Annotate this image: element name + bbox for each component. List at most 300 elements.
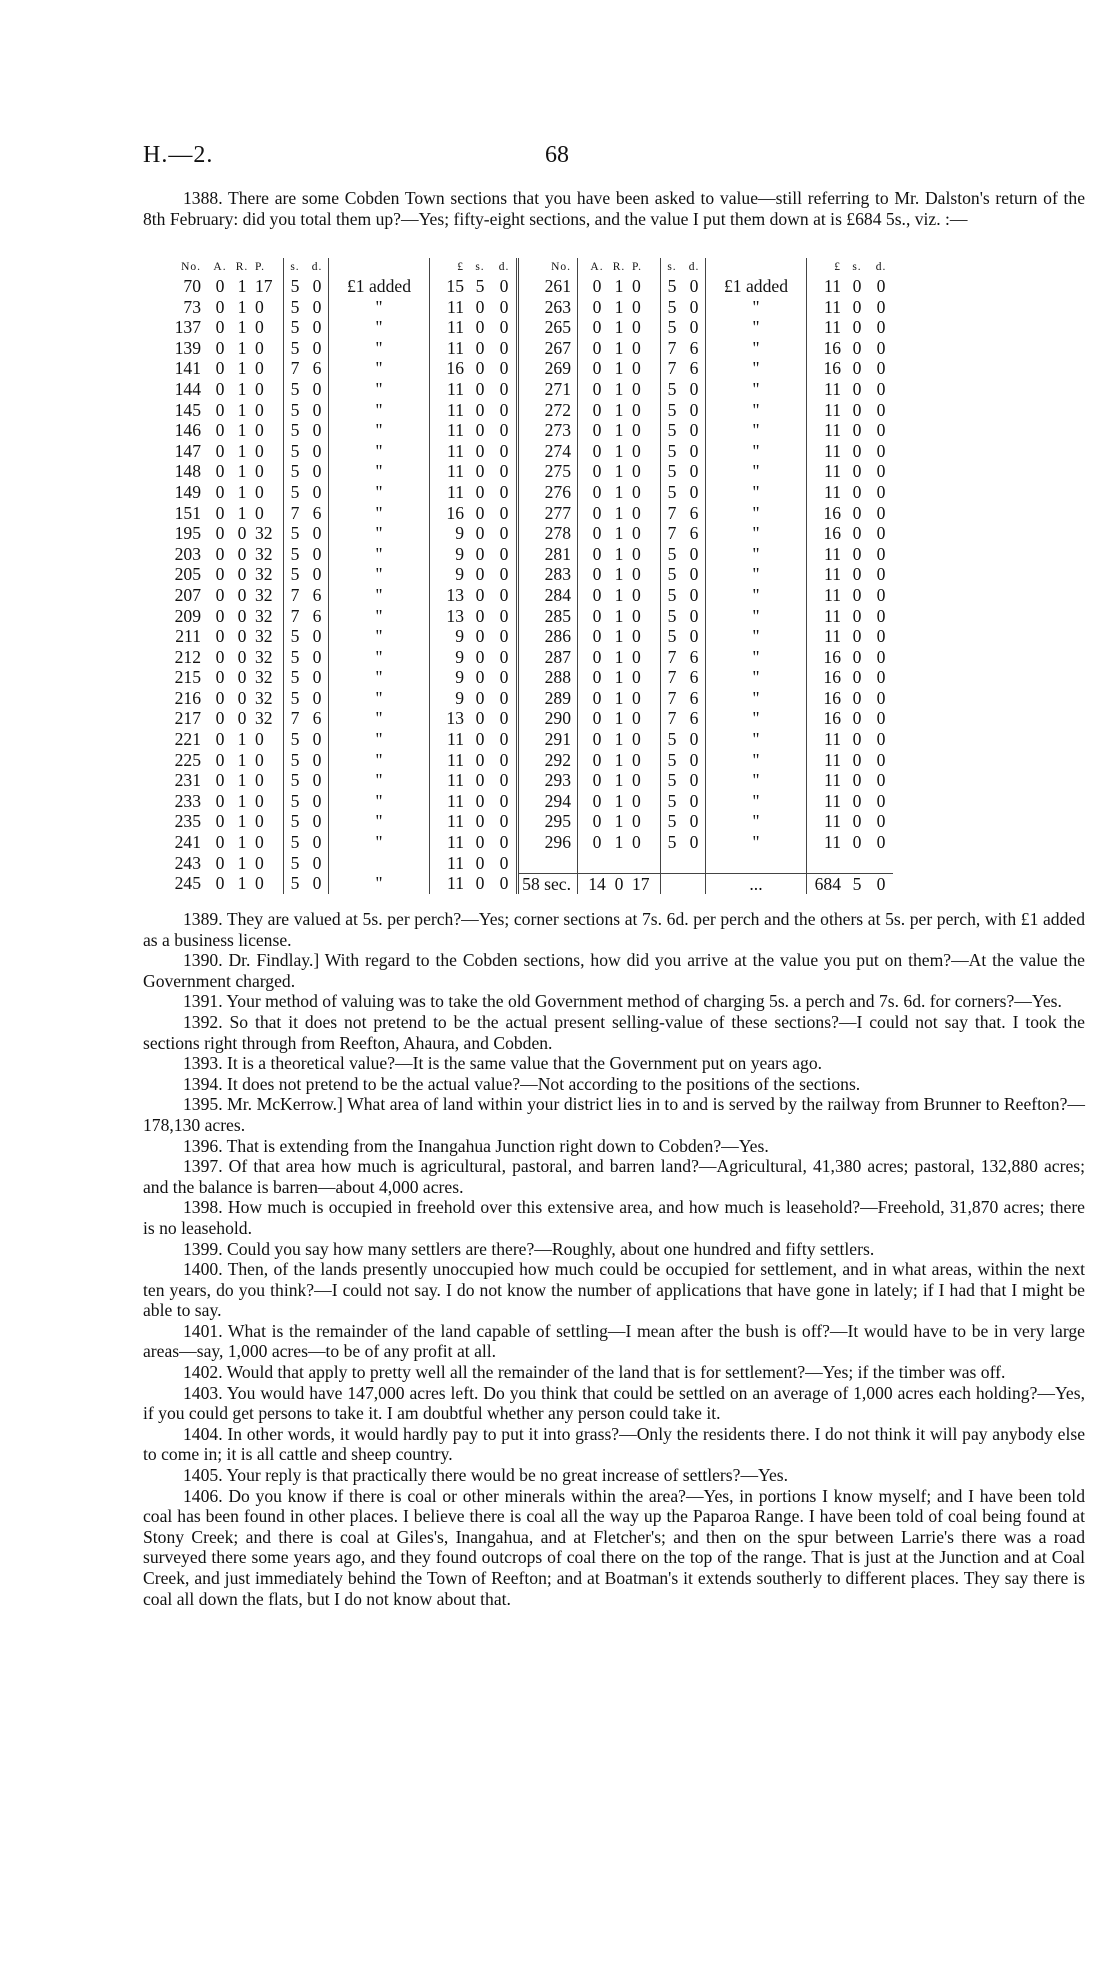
table-cell: 0 (475, 687, 485, 708)
table-cell: 11 (430, 750, 469, 771)
table-cell: " (706, 420, 807, 441)
table-cell: 11 (807, 626, 846, 647)
table-cell: 0 (215, 729, 225, 750)
table-cell: 0 (632, 461, 641, 482)
table-cell: " (706, 297, 807, 318)
table-cell: " (329, 358, 430, 379)
table-cell: 32 (255, 584, 273, 605)
table-cell: 0 (608, 873, 630, 894)
table-cell: " (329, 791, 430, 812)
table-cell: 0 (689, 317, 699, 338)
table-cell: 0 (499, 811, 509, 832)
table-cell: " (706, 503, 807, 524)
table-cell: 16 (807, 667, 846, 688)
table-row (163, 832, 893, 853)
table-cell: 0 (215, 687, 225, 708)
table-cell: 32 (255, 523, 273, 544)
table-cell: " (329, 585, 430, 606)
table-cell: 0 (312, 296, 322, 317)
table-cell: 1 (614, 667, 624, 688)
table-cell: 0 (215, 502, 225, 523)
table-cell: 0 (215, 337, 225, 358)
table-cell: 0 (852, 378, 862, 399)
table-cell: 16 (807, 688, 846, 709)
table-cell: 273 (518, 420, 578, 441)
question-1388: 1388. There are some Cobden Town sections that you have been asked to value—still referring to Mr. Dalston's return of the 8th February: did you total them up?—Yes; fifty-eight sections, and the value I put them down at is £684 5s., viz. :— (143, 188, 1085, 229)
table-row (163, 688, 893, 709)
table-cell: 0 (475, 790, 485, 811)
table-cell: £1 added (329, 276, 430, 297)
column-header: R. (235, 261, 249, 273)
table-cell: 0 (632, 667, 641, 688)
table-cell: 0 (578, 688, 609, 709)
table-cell: " (329, 338, 430, 359)
table-cell: 0 (852, 502, 862, 523)
table-cell: 11 (807, 606, 846, 627)
table-row (163, 297, 893, 318)
table-cell: 11 (430, 729, 469, 750)
table-cell: 294 (518, 791, 578, 812)
table-cell: 11 (430, 461, 469, 482)
column-header: A. (213, 261, 227, 273)
table-cell: 0 (237, 605, 247, 626)
table-cell: 243 (174, 852, 201, 873)
table-cell: 0 (255, 729, 264, 750)
table-cell: 0 (312, 832, 322, 853)
table-cell: 11 (807, 585, 846, 606)
table-cell: 0 (499, 461, 509, 482)
table-cell: 0 (312, 811, 322, 832)
table-cell: 0 (876, 790, 886, 811)
table-row (163, 482, 893, 503)
table-cell: 0 (876, 584, 886, 605)
table-row (163, 770, 893, 791)
table-cell: " (706, 482, 807, 503)
table-cell: 11 (430, 873, 469, 894)
table-cell: 0 (578, 482, 609, 503)
document-reference: H.—2. (143, 142, 214, 168)
table-cell: 0 (215, 852, 225, 873)
table-cell: 1 (237, 770, 247, 791)
table-cell: 0 (255, 296, 264, 317)
table-cell: 0 (632, 687, 641, 708)
table-cell: 0 (689, 584, 699, 605)
table-cell: 6 (312, 584, 322, 605)
table-cell: 289 (518, 688, 578, 709)
table-cell: " (329, 667, 430, 688)
evidence-paragraph: 1395. Mr. McKerrow.] What area of land within your district lies in to and is served by the railway from Brunner to Reefton?—178,130 acres. (143, 1094, 1085, 1135)
table-cell: 0 (499, 626, 509, 647)
table-cell: 0 (215, 378, 225, 399)
table-cell: 11 (807, 379, 846, 400)
table-cell (329, 853, 430, 874)
table-cell: 0 (215, 605, 225, 626)
table-cell: 0 (255, 811, 264, 832)
table-cell: 0 (876, 543, 886, 564)
table-cell: 209 (174, 605, 201, 626)
table-cell: 0 (632, 523, 641, 544)
table-cell: 0 (499, 481, 509, 502)
table-cell: 0 (215, 626, 225, 647)
table-cell: 0 (237, 584, 247, 605)
table-cell: 0 (215, 667, 225, 688)
table-cell: 32 (255, 543, 273, 564)
table-cell: 0 (578, 564, 609, 585)
table-cell: 0 (255, 378, 264, 399)
table-cell: 0 (255, 770, 264, 791)
table-cell: 0 (475, 626, 485, 647)
column-header: P. (255, 261, 265, 273)
table-cell: 11 (807, 770, 846, 791)
table-cell: 151 (174, 502, 201, 523)
table-cell: 0 (312, 461, 322, 482)
table-cell: 0 (876, 749, 886, 770)
table-cell: 0 (475, 461, 485, 482)
table-cell: 0 (499, 687, 509, 708)
table-cell: 11 (807, 420, 846, 441)
table-cell: 6 (312, 708, 322, 729)
evidence-paragraph: 1400. Then, of the lands presently unoccupied how much could be occupied for settlement, and in what areas, within the next ten years, do you think?—I could not say. I do not know the number of applications that have gone in lately; if I had that I might be able to say. (143, 1259, 1085, 1321)
table-cell: 9 (430, 667, 469, 688)
table-cell: 269 (518, 358, 578, 379)
table-cell: 16 (807, 358, 846, 379)
table-cell: 0 (852, 605, 862, 626)
table-cell: 0 (852, 461, 862, 482)
table-cell: 0 (578, 461, 609, 482)
table-cell: 0 (237, 708, 247, 729)
table-cell: 1 (614, 708, 624, 729)
table-cell: 0 (255, 317, 264, 338)
evidence-paragraph: 1401. What is the remainder of the land capable of settling—I mean after the bush is off?—It would have to be in very large areas—say, 1,000 acres—to be of any profit at all. (143, 1320, 1085, 1362)
table-cell: 0 (475, 378, 485, 399)
table-cell: 6 (689, 502, 699, 523)
table-cell: 13 (430, 585, 469, 606)
table-cell: 0 (312, 399, 322, 420)
table-cell: 1 (237, 873, 247, 894)
evidence-paragraph: 1396. That is extending from the Inangahua Junction right down to Cobden?—Yes. (183, 1135, 769, 1156)
table-cell: 1 (614, 461, 624, 482)
table-cell: 0 (255, 873, 264, 894)
table-cell: " (706, 317, 807, 338)
table-cell: 7 (284, 606, 307, 627)
table-cell: 0 (499, 605, 509, 626)
table-cell: 5 (661, 606, 684, 627)
table-cell: 0 (632, 790, 641, 811)
table-cell: 0 (475, 564, 485, 585)
table-cell: 0 (255, 502, 264, 523)
table-cell: " (706, 523, 807, 544)
table-cell: 0 (237, 646, 247, 667)
table-cell: " (329, 544, 430, 565)
table-cell: 9 (430, 626, 469, 647)
table-cell: 7 (661, 667, 684, 688)
table-cell: 233 (174, 790, 201, 811)
table-cell: 0 (475, 440, 485, 461)
table-row (163, 317, 893, 338)
table-cell: 1 (614, 296, 624, 317)
table-cell: 1 (614, 358, 624, 379)
table-cell: 0 (475, 646, 485, 667)
table-cell: 11 (430, 420, 469, 441)
table-cell: 195 (174, 523, 201, 544)
column-header: £ (807, 258, 846, 276)
table-cell: 0 (876, 502, 886, 523)
table-cell: 0 (578, 729, 609, 750)
table-cell: 0 (215, 832, 225, 853)
table-cell: 0 (578, 317, 609, 338)
table-cell: " (329, 400, 430, 421)
table-cell: 32 (255, 564, 273, 585)
table-cell: 0 (632, 337, 641, 358)
column-header (329, 258, 430, 276)
table-cell: 0 (475, 708, 485, 729)
table-cell: 0 (312, 564, 322, 585)
table-cell: 684 (807, 873, 846, 894)
table-cell: 0 (215, 276, 225, 296)
table-cell: 0 (876, 811, 886, 832)
table-cell: 58 sec. (518, 873, 578, 894)
column-header (706, 258, 807, 276)
table-cell: 0 (312, 852, 322, 873)
table-cell: 0 (237, 523, 247, 544)
table-cell: 1 (237, 790, 247, 811)
column-header: R. (612, 261, 626, 273)
table-cell: 0 (852, 317, 862, 338)
table-cell: 11 (430, 400, 469, 421)
table-cell: 0 (689, 481, 699, 502)
table-cell: 6 (689, 337, 699, 358)
evidence-paragraph: 1389. They are valued at 5s. per perch?—Yes; corner sections at 7s. 6d. per perch and the others at 5s. per perch, with £1 added as a business license. (143, 909, 1085, 950)
column-header: No. (181, 261, 201, 273)
table-cell: 32 (255, 708, 273, 729)
table-cell: 11 (430, 811, 469, 832)
table-cell: 9 (430, 544, 469, 565)
table-cell: " (329, 317, 430, 338)
table-cell (608, 853, 630, 874)
table-cell: 274 (518, 441, 578, 462)
table-cell: 0 (215, 399, 225, 420)
table-cell: " (706, 626, 807, 647)
table-cell: 0 (312, 667, 322, 688)
table-cell: 0 (215, 708, 225, 729)
table-cell: 0 (312, 646, 322, 667)
table-cell: 5 (284, 338, 307, 359)
table-cell: 0 (475, 770, 485, 791)
table-cell: 0 (876, 770, 886, 791)
table-cell: 1 (237, 749, 247, 770)
table-cell: 5 (284, 317, 307, 338)
table-cell: 5 (284, 853, 307, 874)
table-cell: 0 (852, 399, 862, 420)
table-cell: 215 (174, 667, 201, 688)
table-cell: 145 (174, 399, 201, 420)
table-cell: 11 (430, 770, 469, 791)
table-cell: 0 (632, 420, 641, 441)
table-cell: 285 (518, 606, 578, 627)
table-cell: " (706, 585, 807, 606)
table-cell: 231 (174, 770, 201, 791)
table-cell: 1 (237, 811, 247, 832)
table-cell: 0 (632, 584, 641, 605)
table-cell: 0 (852, 749, 862, 770)
table-cell: 0 (255, 440, 264, 461)
table-cell: " (706, 832, 807, 853)
table-cell: 7 (661, 523, 684, 544)
table-cell: 15 (430, 276, 469, 297)
table-cell: " (329, 750, 430, 771)
table-cell: 5 (661, 564, 684, 585)
table-cell: 0 (499, 729, 509, 750)
table-cell: 5 (284, 420, 307, 441)
table-cell: 0 (578, 750, 609, 771)
table-cell: 0 (215, 873, 225, 894)
table-cell: 0 (689, 770, 699, 791)
table-cell: 1 (614, 790, 624, 811)
table-cell: 0 (689, 729, 699, 750)
table-cell: 5 (284, 297, 307, 318)
table-cell: " (706, 338, 807, 359)
table-cell: 0 (632, 626, 641, 647)
table-cell: 1 (614, 378, 624, 399)
table-cell: 16 (430, 358, 469, 379)
table-cell (807, 853, 846, 874)
table-cell: 5 (284, 750, 307, 771)
table-cell: " (329, 461, 430, 482)
table-cell: 221 (174, 729, 201, 750)
table-cell: 0 (499, 564, 509, 585)
table-cell: 0 (876, 461, 886, 482)
table-cell: " (329, 688, 430, 709)
table-cell: 16 (807, 708, 846, 729)
table-cell: 5 (845, 873, 869, 894)
table-cell: 0 (255, 399, 264, 420)
evidence-paragraph: 1391. Your method of valuing was to take the old Government method of charging 5s. a perch and 7s. 6d. for corners?—Yes. (183, 991, 1062, 1012)
page-number: 68 (545, 142, 569, 168)
table-cell: 6 (689, 646, 699, 667)
evidence-paragraph: 1402. Would that apply to pretty well all the remainder of the land that is for settlement?—Yes; if the timber was off. (183, 1362, 1006, 1383)
table-cell: 5 (284, 811, 307, 832)
table-cell: 1 (614, 646, 624, 667)
table-cell: 0 (689, 605, 699, 626)
table-cell: 296 (518, 832, 578, 853)
table-cell: 5 (284, 379, 307, 400)
table-cell: 149 (174, 481, 201, 502)
table-cell: 11 (807, 564, 846, 585)
table-cell: 0 (475, 832, 485, 853)
table-cell: 5 (661, 420, 684, 441)
table-cell: 0 (578, 503, 609, 524)
table-cell: 0 (475, 873, 485, 894)
table-cell: 0 (215, 790, 225, 811)
evidence-paragraph: 1393. It is a theoretical value?—It is the same value that the Government put on years ago. (183, 1053, 823, 1074)
table-cell: " (706, 729, 807, 750)
table-cell: 0 (632, 605, 641, 626)
table-cell: 0 (876, 523, 886, 544)
table-cell: 283 (518, 564, 578, 585)
table-cell: " (329, 297, 430, 318)
table-cell: 277 (518, 503, 578, 524)
table-cell: 11 (807, 750, 846, 771)
table-cell: 0 (852, 420, 862, 441)
table-cell: 207 (174, 584, 201, 605)
table-cell: 0 (852, 687, 862, 708)
table-cell: 0 (689, 440, 699, 461)
table-cell: 0 (852, 440, 862, 461)
table-cell: 5 (661, 770, 684, 791)
table-cell: 0 (312, 749, 322, 770)
table-cell: 0 (876, 440, 886, 461)
table-cell: 278 (518, 523, 578, 544)
table-cell: " (329, 379, 430, 400)
table-cell: 0 (255, 337, 264, 358)
table-cell: 0 (312, 873, 322, 894)
table-cell: 5 (284, 791, 307, 812)
table-cell: 5 (661, 544, 684, 565)
table-cell: 0 (852, 811, 862, 832)
table-cell: 0 (876, 420, 886, 441)
table-cell: 1 (614, 337, 624, 358)
table-cell: 0 (689, 399, 699, 420)
evidence-paragraph: 1405. Your reply is that practically there would be no great increase of settlers?—Yes. (183, 1465, 789, 1486)
table-cell: " (706, 441, 807, 462)
table-row (163, 400, 893, 421)
table-cell: 1 (237, 461, 247, 482)
table-cell: 0 (499, 378, 509, 399)
table-cell: 0 (876, 687, 886, 708)
table-cell: 205 (174, 564, 201, 585)
table-cell: 0 (578, 338, 609, 359)
table-cell: 0 (689, 543, 699, 564)
table-cell: " (329, 523, 430, 544)
table-cell: 5 (661, 317, 684, 338)
table-cell: 1 (237, 337, 247, 358)
table-cell: 5 (284, 544, 307, 565)
table-cell: 0 (475, 543, 485, 564)
table-cell: 0 (475, 358, 485, 379)
table-cell: 0 (475, 337, 485, 358)
table-cell: 0 (876, 378, 886, 399)
table-cell: 11 (430, 441, 469, 462)
table-cell: 0 (237, 687, 247, 708)
table-cell: 13 (430, 606, 469, 627)
table-row (163, 750, 893, 771)
table-cell: 5 (661, 811, 684, 832)
table-cell: 11 (807, 317, 846, 338)
table-cell: 1 (614, 626, 624, 647)
table-cell: 0 (255, 420, 264, 441)
table-row (163, 626, 893, 647)
table-cell: 6 (312, 358, 322, 379)
table-cell: 0 (499, 543, 509, 564)
table-cell: 284 (518, 585, 578, 606)
table-cell: 5 (661, 729, 684, 750)
table-cell: " (329, 564, 430, 585)
table-cell: 0 (215, 584, 225, 605)
column-header: s. (475, 261, 485, 273)
table-cell: 17 (255, 276, 273, 296)
table-cell: 0 (215, 317, 225, 338)
table-row (163, 461, 893, 482)
table-row (163, 853, 893, 874)
table-cell: 0 (475, 749, 485, 770)
table-cell: 0 (632, 832, 641, 853)
table-cell: 5 (284, 461, 307, 482)
table-cell: " (329, 647, 430, 668)
table-cell: 0 (876, 605, 886, 626)
table-cell: 1 (237, 502, 247, 523)
table-cell: 0 (499, 502, 509, 523)
table-cell: 5 (284, 770, 307, 791)
